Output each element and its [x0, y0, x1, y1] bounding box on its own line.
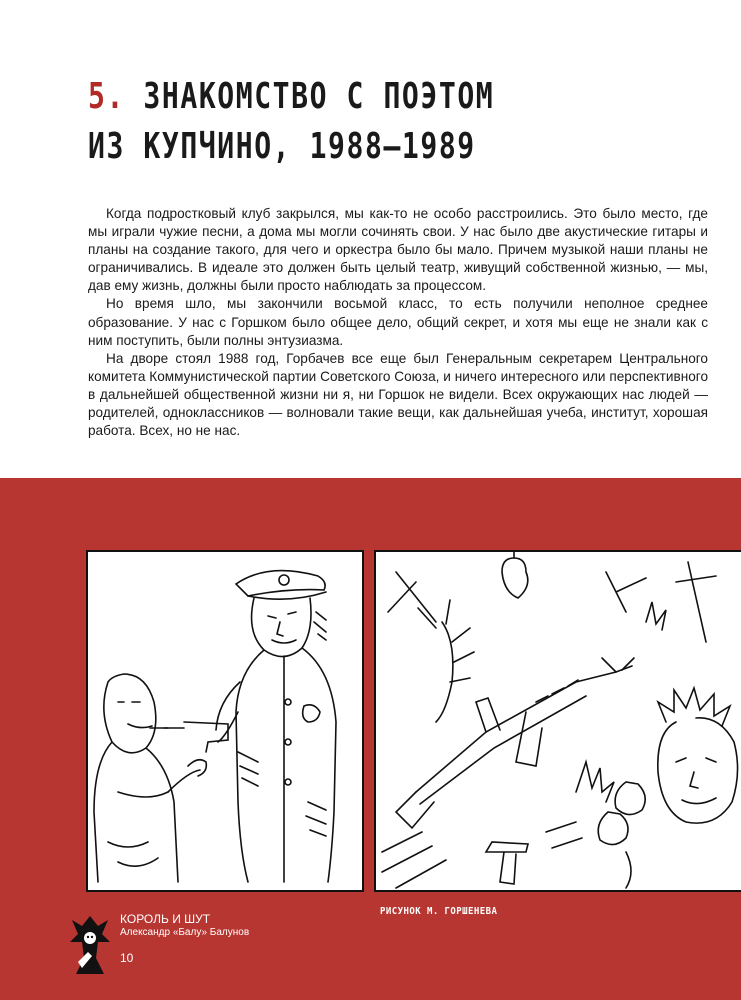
jester-logo-icon	[68, 912, 112, 976]
sketch-panel-left	[86, 550, 364, 892]
footer-book-info	[120, 912, 249, 965]
paragraph: Когда подростковый клуб закрылся, мы как-то не особо расстроились. Это было место, где мы играли чужие песни, а дома мы могли сочинять свои. У нас было две акустические гитары и планы на создание такого, для чего и оркестра было бы мало. Причем музыкой наши планы не ограничивались. В идеале это должен быть целый театр, живущий собственной жизнью, — мы, дав ему жизнь, должны были просто наблюдать за процессом.	[88, 206, 708, 294]
paragraph: Но время шло, мы закончили восьмой класс, то есть получили неполное среднее образование. У нас с Горшком было общее дело, общий секрет, и хотя мы еще не знали как с ним поступить, были полны энтузиазма.	[88, 296, 708, 348]
sketch-panel-right	[374, 550, 741, 892]
chapter-title	[88, 72, 556, 172]
body-text	[88, 205, 708, 440]
sketch-weapons-drawing	[376, 552, 741, 890]
footer-book-title: КОРОЛЬ И ШУТ	[120, 912, 211, 926]
chapter-title-text1: ЗНАКОМСТВО С ПОЭТОМ	[143, 76, 495, 117]
chapter-title-line2: ИЗ КУПЧИНО, 1988–1989	[88, 126, 476, 167]
sketch-policeman-drawing	[88, 552, 362, 890]
paragraph: На дворе стоял 1988 год, Горбачев все еще был Генеральным секретарем Центрального комитета Коммунистической партии Советского Союза, и ничего интересного или перспективного в дальнейшей общественной жизни ни я, ни Горшок не видели. Всех окружающих нас людей — родителей, одноклассников — волновали такие вещи, как дальнейшая учеба, институт, хорошая работа. Всех, но не нас.	[88, 350, 708, 439]
chapter-title-line1	[88, 72, 556, 122]
page-number: 10	[120, 951, 134, 965]
chapter-number: 5.	[88, 76, 125, 117]
figure-caption: РИСУНОК М. ГОРШЕНЕВА	[380, 906, 498, 917]
footer-author: Александр «Балу» Балунов	[120, 927, 250, 938]
